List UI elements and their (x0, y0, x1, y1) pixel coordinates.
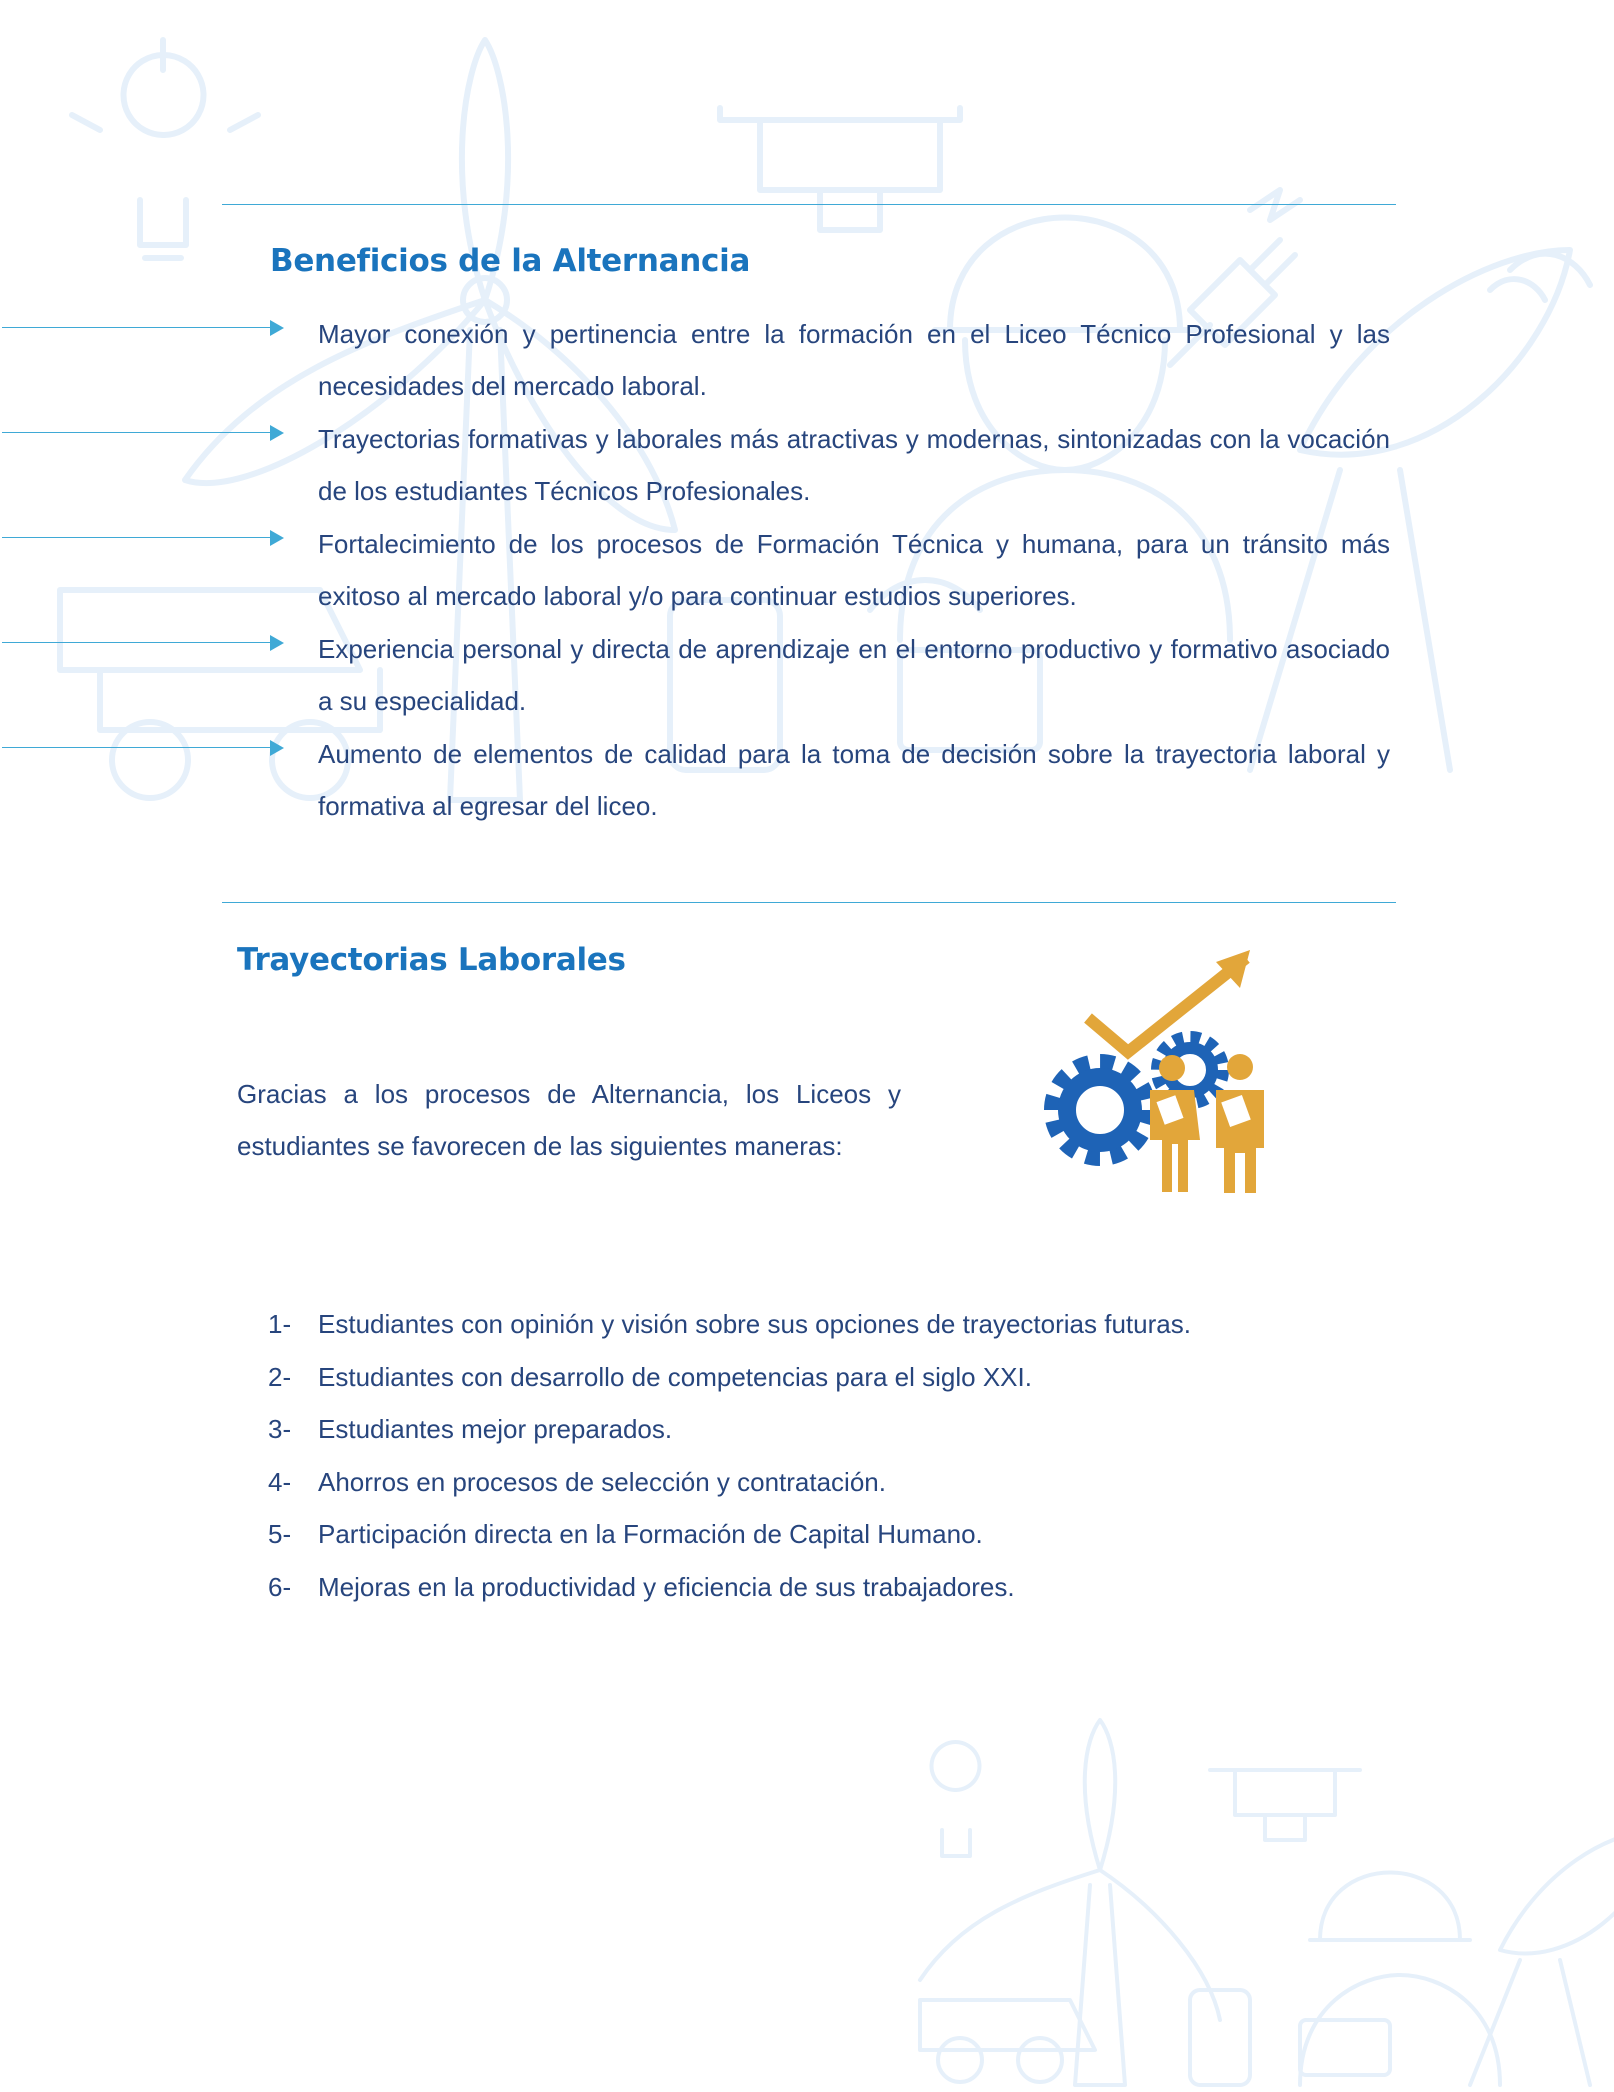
arrow-right-icon (270, 740, 284, 756)
benefit-item (0, 732, 1614, 837)
list-text: Participación directa en la Formación de Capital Humano. (318, 1519, 983, 1549)
bullet-line (2, 642, 270, 643)
middle-divider (222, 902, 1396, 903)
bullet-line (2, 432, 270, 433)
list-number: 1- (268, 1309, 292, 1339)
list-text: Estudiantes mejor preparados. (318, 1414, 673, 1444)
benefits-heading: Beneficios de la Alternancia (270, 243, 751, 279)
benefit-item (0, 522, 1614, 627)
benefit-text: Aumento de elementos de calidad para la toma de decisión sobre la trayectoria laboral y formativa al egresar del liceo. (318, 739, 1390, 821)
list-text: Estudiantes con opinión y visión sobre sus opciones de trayectorias futuras. (318, 1309, 1191, 1339)
arrow-right-icon (270, 320, 284, 336)
top-divider (222, 204, 1396, 205)
trajectories-intro: Gracias a los procesos de Alternancia, los Liceos y estudiantes se favorecen de las siguientes maneras: (237, 1079, 901, 1161)
benefit-item (0, 312, 1614, 417)
list-item (268, 1561, 1191, 1614)
bullet-line (2, 537, 270, 538)
list-item (268, 1351, 1191, 1404)
list-text: Estudiantes con desarrollo de competencias para el siglo XXI. (318, 1361, 1032, 1392)
arrow-right-icon (270, 530, 284, 546)
benefit-text: Fortalecimiento de los procesos de Formación Técnica y humana, para un tránsito más exitoso al mercado laboral y/o para continuar estudios superiores. (318, 529, 1390, 611)
benefit-text: Trayectorias formativas y laborales más atractivas y modernas, sintonizadas con la vocación de los estudiantes Técnicos Profesionales. (318, 424, 1390, 506)
list-item (268, 1508, 1191, 1561)
list-text: Mejoras en la productividad y eficiencia de sus trabajadores. (318, 1571, 1015, 1602)
list-item (268, 1298, 1191, 1351)
list-number: 2- (268, 1361, 292, 1392)
bullet-line (2, 747, 270, 748)
list-number: 6- (268, 1571, 292, 1602)
arrow-right-icon (270, 635, 284, 651)
arrow-right-icon (270, 425, 284, 441)
gears-people-growth-arrow-icon (1030, 940, 1280, 1195)
benefits-list (0, 312, 1614, 837)
list-item (268, 1403, 1191, 1456)
worker-woman-icon (1150, 1055, 1200, 1192)
trajectories-heading: Trayectorias Laborales (237, 942, 626, 978)
trajectories-list (268, 1298, 1191, 1613)
large-gear-icon (1052, 1062, 1148, 1158)
list-number: 3- (268, 1414, 292, 1444)
benefit-item (0, 417, 1614, 522)
lightbulb-icon (72, 40, 258, 258)
footer-tech-icons (920, 1720, 1614, 2085)
list-item (268, 1456, 1191, 1509)
benefit-text: Experiencia personal y directa de aprendizaje en el entorno productivo y formativo asociado a su especialidad. (318, 634, 1390, 716)
growth-arrow-icon (1088, 950, 1250, 1052)
list-text: Ahorros en procesos de selección y contratación. (318, 1466, 886, 1497)
list-number: 4- (268, 1466, 292, 1497)
benefit-item (0, 627, 1614, 732)
bullet-line (2, 327, 270, 328)
list-number: 5- (268, 1519, 292, 1549)
drone-icon (720, 108, 960, 230)
benefit-text: Mayor conexión y pertinencia entre la formación en el Liceo Técnico Profesional y las necesidades del mercado laboral. (318, 319, 1390, 401)
